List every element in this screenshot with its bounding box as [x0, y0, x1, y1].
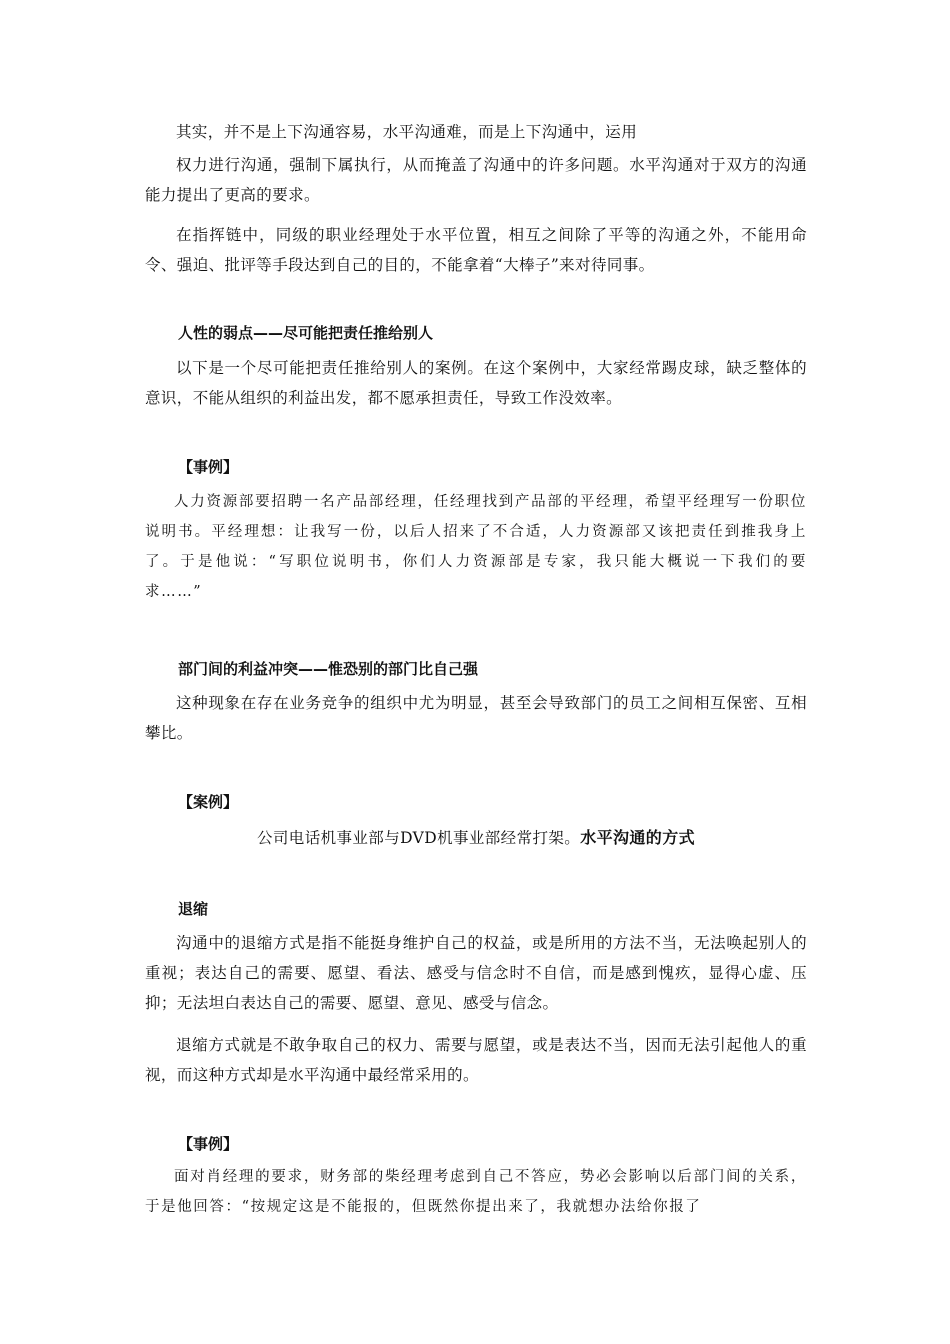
section-heading-human-weakness: 人性的弱点——尽可能把责任推给别人 — [178, 324, 434, 342]
paragraph-2: 权力进行沟通，强制下属执行，从而掩盖了沟通中的许多问题。水平沟通对于双方的沟通能力提出了更高的要求。 — [145, 156, 807, 204]
paragraph-5-example: 人力资源部要招聘一名产品部经理，任经理找到产品部的平经理，希望平经理写一份职位说明书。平经理想：让我写一份，以后人招来了不合适，人力资源部又该把责任到推我身上了。于是他说：“写职位说明书，你们人力资源部是专家，我只能大概说一下我们的要求……” — [145, 494, 807, 600]
paragraph-7: 沟通中的退缩方式是指不能挺身维护自己的权益，或是所用的方法不当，无法唤起别人的重视；表达自己的需要、愿望、看法、感受与信念时不自信，而是感到愧疚，显得心虚、压抑；无法坦白表达自己的需要、愿望、意见、感受与信念。 — [145, 934, 807, 1012]
paragraph-1: 其实，并不是上下沟通容易，水平沟通难，而是上下沟通中，运用 — [176, 123, 638, 141]
paragraph-4: 以下是一个尽可能把责任推给别人的案例。在这个案例中，大家经常踢皮球，缺乏整体的意识，不能从组织的利益出发，都不愿承担责任，导致工作没效率。 — [145, 359, 807, 407]
paragraph-6: 这种现象在存在业务竞争的组织中尤为明显，甚至会导致部门的员工之间相互保密、互相攀比。 — [145, 694, 807, 742]
case-label: 【案例】 — [178, 793, 239, 811]
section-heading-horizontal-methods: 水平沟通的方式 — [580, 828, 695, 847]
example-label-1: 【事例】 — [178, 458, 239, 476]
paragraph-8: 退缩方式就是不敢争取自己的权力、需要与愿望，或是表达不当，因而无法引起他人的重视，而这种方式却是水平沟通中最经常采用的。 — [145, 1036, 807, 1084]
section-heading-withdrawal: 退缩 — [178, 900, 209, 918]
paragraph-9-example: 面对肖经理的要求，财务部的柴经理考虑到自己不答应，势必会影响以后部门间的关系，于是他回答：“按规定这是不能报的，但既然你提出来了，我就想办法给你报了 — [145, 1169, 807, 1215]
centered-line — [145, 825, 807, 851]
section-heading-department-conflict: 部门间的利益冲突——惟恐别的部门比自己强 — [178, 660, 479, 678]
case-text: 公司电话机事业部与DVD机事业部经常打架。 — [257, 829, 581, 847]
paragraph-3: 在指挥链中，同级的职业经理处于水平位置，相互之间除了平等的沟通之外，不能用命令、强迫、批评等手段达到自己的目的，不能拿着“大棒子”来对待同事。 — [145, 226, 807, 274]
example-label-2: 【事例】 — [178, 1135, 239, 1153]
